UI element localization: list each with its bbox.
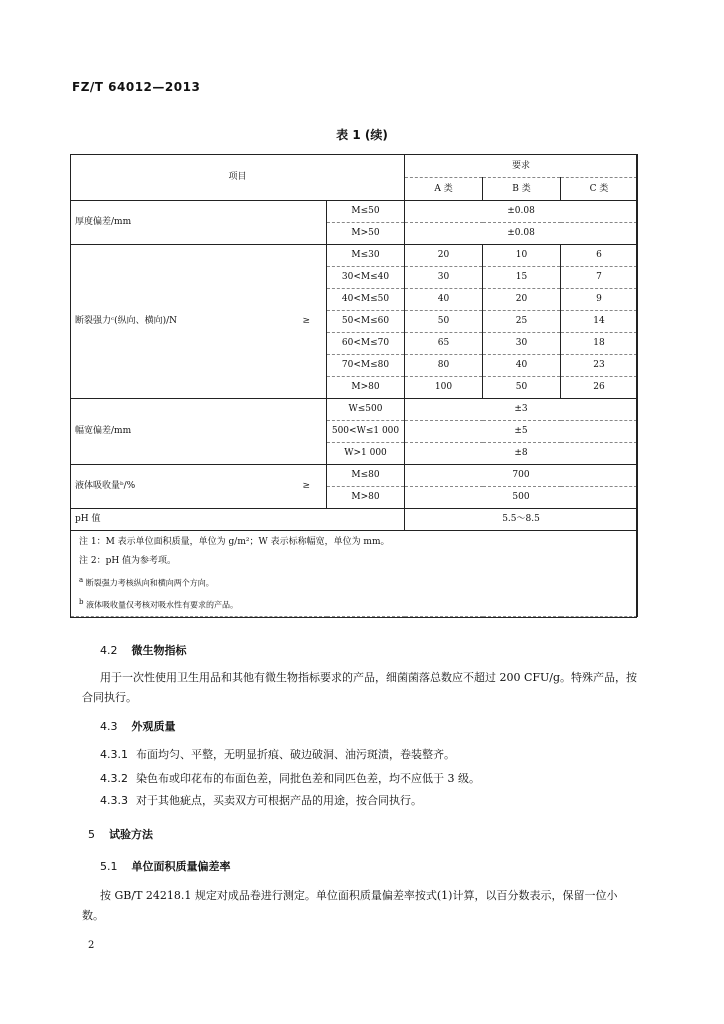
strength-b: 10 <box>483 245 561 267</box>
table-title: 表 1 (续) <box>336 128 388 142</box>
strength-c: 18 <box>561 333 638 355</box>
footnote-b <box>79 593 629 615</box>
strength-cond: 50<M≤60 <box>327 311 405 333</box>
head-requirement: 要求 <box>405 155 638 178</box>
absorb-cond: M≤80 <box>327 465 405 487</box>
note-2: 注 2：pH 值为参考项。 <box>79 556 177 566</box>
thickness-value: ±0.08 <box>405 201 638 223</box>
width-value: ±3 <box>405 399 638 421</box>
strength-a: 20 <box>405 245 483 267</box>
strength-cond: 40<M≤50 <box>327 289 405 311</box>
strength-a: 100 <box>405 377 483 399</box>
strength-cond: 60<M≤70 <box>327 333 405 355</box>
width-cond: 500<W≤1 000 <box>327 421 405 443</box>
strength-b: 30 <box>483 333 561 355</box>
page-number: 2 <box>88 940 95 951</box>
absorb-label-text: 液体吸收量ᵇ/% <box>75 481 136 491</box>
item-text: 对于其他疵点，买卖双方可根据产品的用途，按合同执行。 <box>136 794 422 807</box>
strength-c: 9 <box>561 289 638 311</box>
section-number: 4.3 <box>100 720 118 733</box>
note-1: 注 1：M 表示单位面积质量，单位为 g/m²；W 表示标称幅宽，单位为 mm。 <box>79 537 390 547</box>
item-4-3-1 <box>100 746 455 762</box>
item-text: 布面均匀、平整，无明显折痕、破边破洞、油污斑渍，卷装整齐。 <box>136 748 455 761</box>
strength-c: 6 <box>561 245 638 267</box>
head-col-c: C 类 <box>561 178 638 201</box>
strength-a: 80 <box>405 355 483 377</box>
thickness-label: 厚度偏差/mm <box>71 201 327 245</box>
width-label: 幅宽偏差/mm <box>71 399 327 465</box>
item-number: 4.3.2 <box>100 772 128 785</box>
ph-value: 5.5～8.5 <box>405 509 638 531</box>
section-5-1-heading <box>100 858 231 874</box>
item-text: 染色布或印花布的布面色差，同批色差和同匹色差，均不应低于 3 级。 <box>136 772 480 785</box>
strength-a: 50 <box>405 311 483 333</box>
section-title: 微生物指标 <box>131 644 187 657</box>
strength-cond: M>80 <box>327 377 405 399</box>
strength-label <box>71 245 327 399</box>
footnote-mark: b <box>79 597 84 606</box>
footnote-text: 液体吸收量仅考核对吸水性有要求的产品。 <box>86 600 239 610</box>
strength-a: 30 <box>405 267 483 289</box>
width-value: ±8 <box>405 443 638 465</box>
section-5-heading <box>88 826 153 842</box>
section-title: 试验方法 <box>109 828 153 841</box>
thickness-cond: M>50 <box>327 223 405 245</box>
item-number: 4.3.1 <box>100 748 128 761</box>
strength-c: 7 <box>561 267 638 289</box>
strength-b: 50 <box>483 377 561 399</box>
section-number: 5.1 <box>100 860 118 873</box>
section-number: 5 <box>88 828 95 841</box>
strength-label-text: 断裂强力ᶜ(纵向、横向)/N <box>75 316 178 326</box>
section-4-2-heading <box>100 642 187 658</box>
head-col-a: A 类 <box>405 178 483 201</box>
absorb-value: 500 <box>405 487 638 509</box>
thickness-cond: M≤50 <box>327 201 405 223</box>
strength-b: 20 <box>483 289 561 311</box>
section-5-1-text: 按 GB/T 24218.1 规定对成品卷进行测定。单位面积质量偏差率按式(1)计算，以百分数表示，保留一位小数。 <box>82 889 618 922</box>
strength-b: 15 <box>483 267 561 289</box>
item-4-3-3 <box>100 792 422 808</box>
footnote-mark: a <box>79 576 84 584</box>
standard-number: FZ/T 64012—2013 <box>72 80 201 94</box>
strength-cond: 30<M≤40 <box>327 267 405 289</box>
section-title: 外观质量 <box>131 720 176 733</box>
section-title: 单位面积质量偏差率 <box>131 860 231 873</box>
strength-c: 23 <box>561 355 638 377</box>
thickness-value: ±0.08 <box>405 223 638 245</box>
strength-cond: M≤30 <box>327 245 405 267</box>
item-4-3-2 <box>100 770 480 786</box>
strength-c: 26 <box>561 377 638 399</box>
section-4-2-text: 用于一次性使用卫生用品和其他有微生物指标要求的产品，细菌菌落总数应不超过 200 CFU/g。特殊产品，按合同执行。 <box>82 671 638 704</box>
footnote-text: 断裂强力考核纵向和横向两个方向。 <box>85 578 214 588</box>
section-number: 4.2 <box>100 644 118 657</box>
footnote-a <box>79 571 629 593</box>
strength-a: 65 <box>405 333 483 355</box>
section-4-3-heading <box>100 718 176 734</box>
width-value: ±5 <box>405 421 638 443</box>
absorb-cond: M>80 <box>327 487 405 509</box>
strength-cond: 70<M≤80 <box>327 355 405 377</box>
head-item: 项目 <box>71 155 405 201</box>
strength-a: 40 <box>405 289 483 311</box>
table-notes <box>71 531 638 617</box>
width-cond: W>1 000 <box>327 443 405 465</box>
head-col-b: B 类 <box>483 178 561 201</box>
absorb-label <box>71 465 327 509</box>
strength-b: 25 <box>483 311 561 333</box>
width-cond: W≤500 <box>327 399 405 421</box>
ge-symbol: ≥ <box>302 316 310 326</box>
item-number: 4.3.3 <box>100 794 128 807</box>
ge-symbol: ≥ <box>302 481 310 491</box>
strength-c: 14 <box>561 311 638 333</box>
absorb-value: 700 <box>405 465 638 487</box>
spec-table <box>70 154 638 617</box>
ph-label: pH 值 <box>71 509 405 531</box>
strength-b: 40 <box>483 355 561 377</box>
